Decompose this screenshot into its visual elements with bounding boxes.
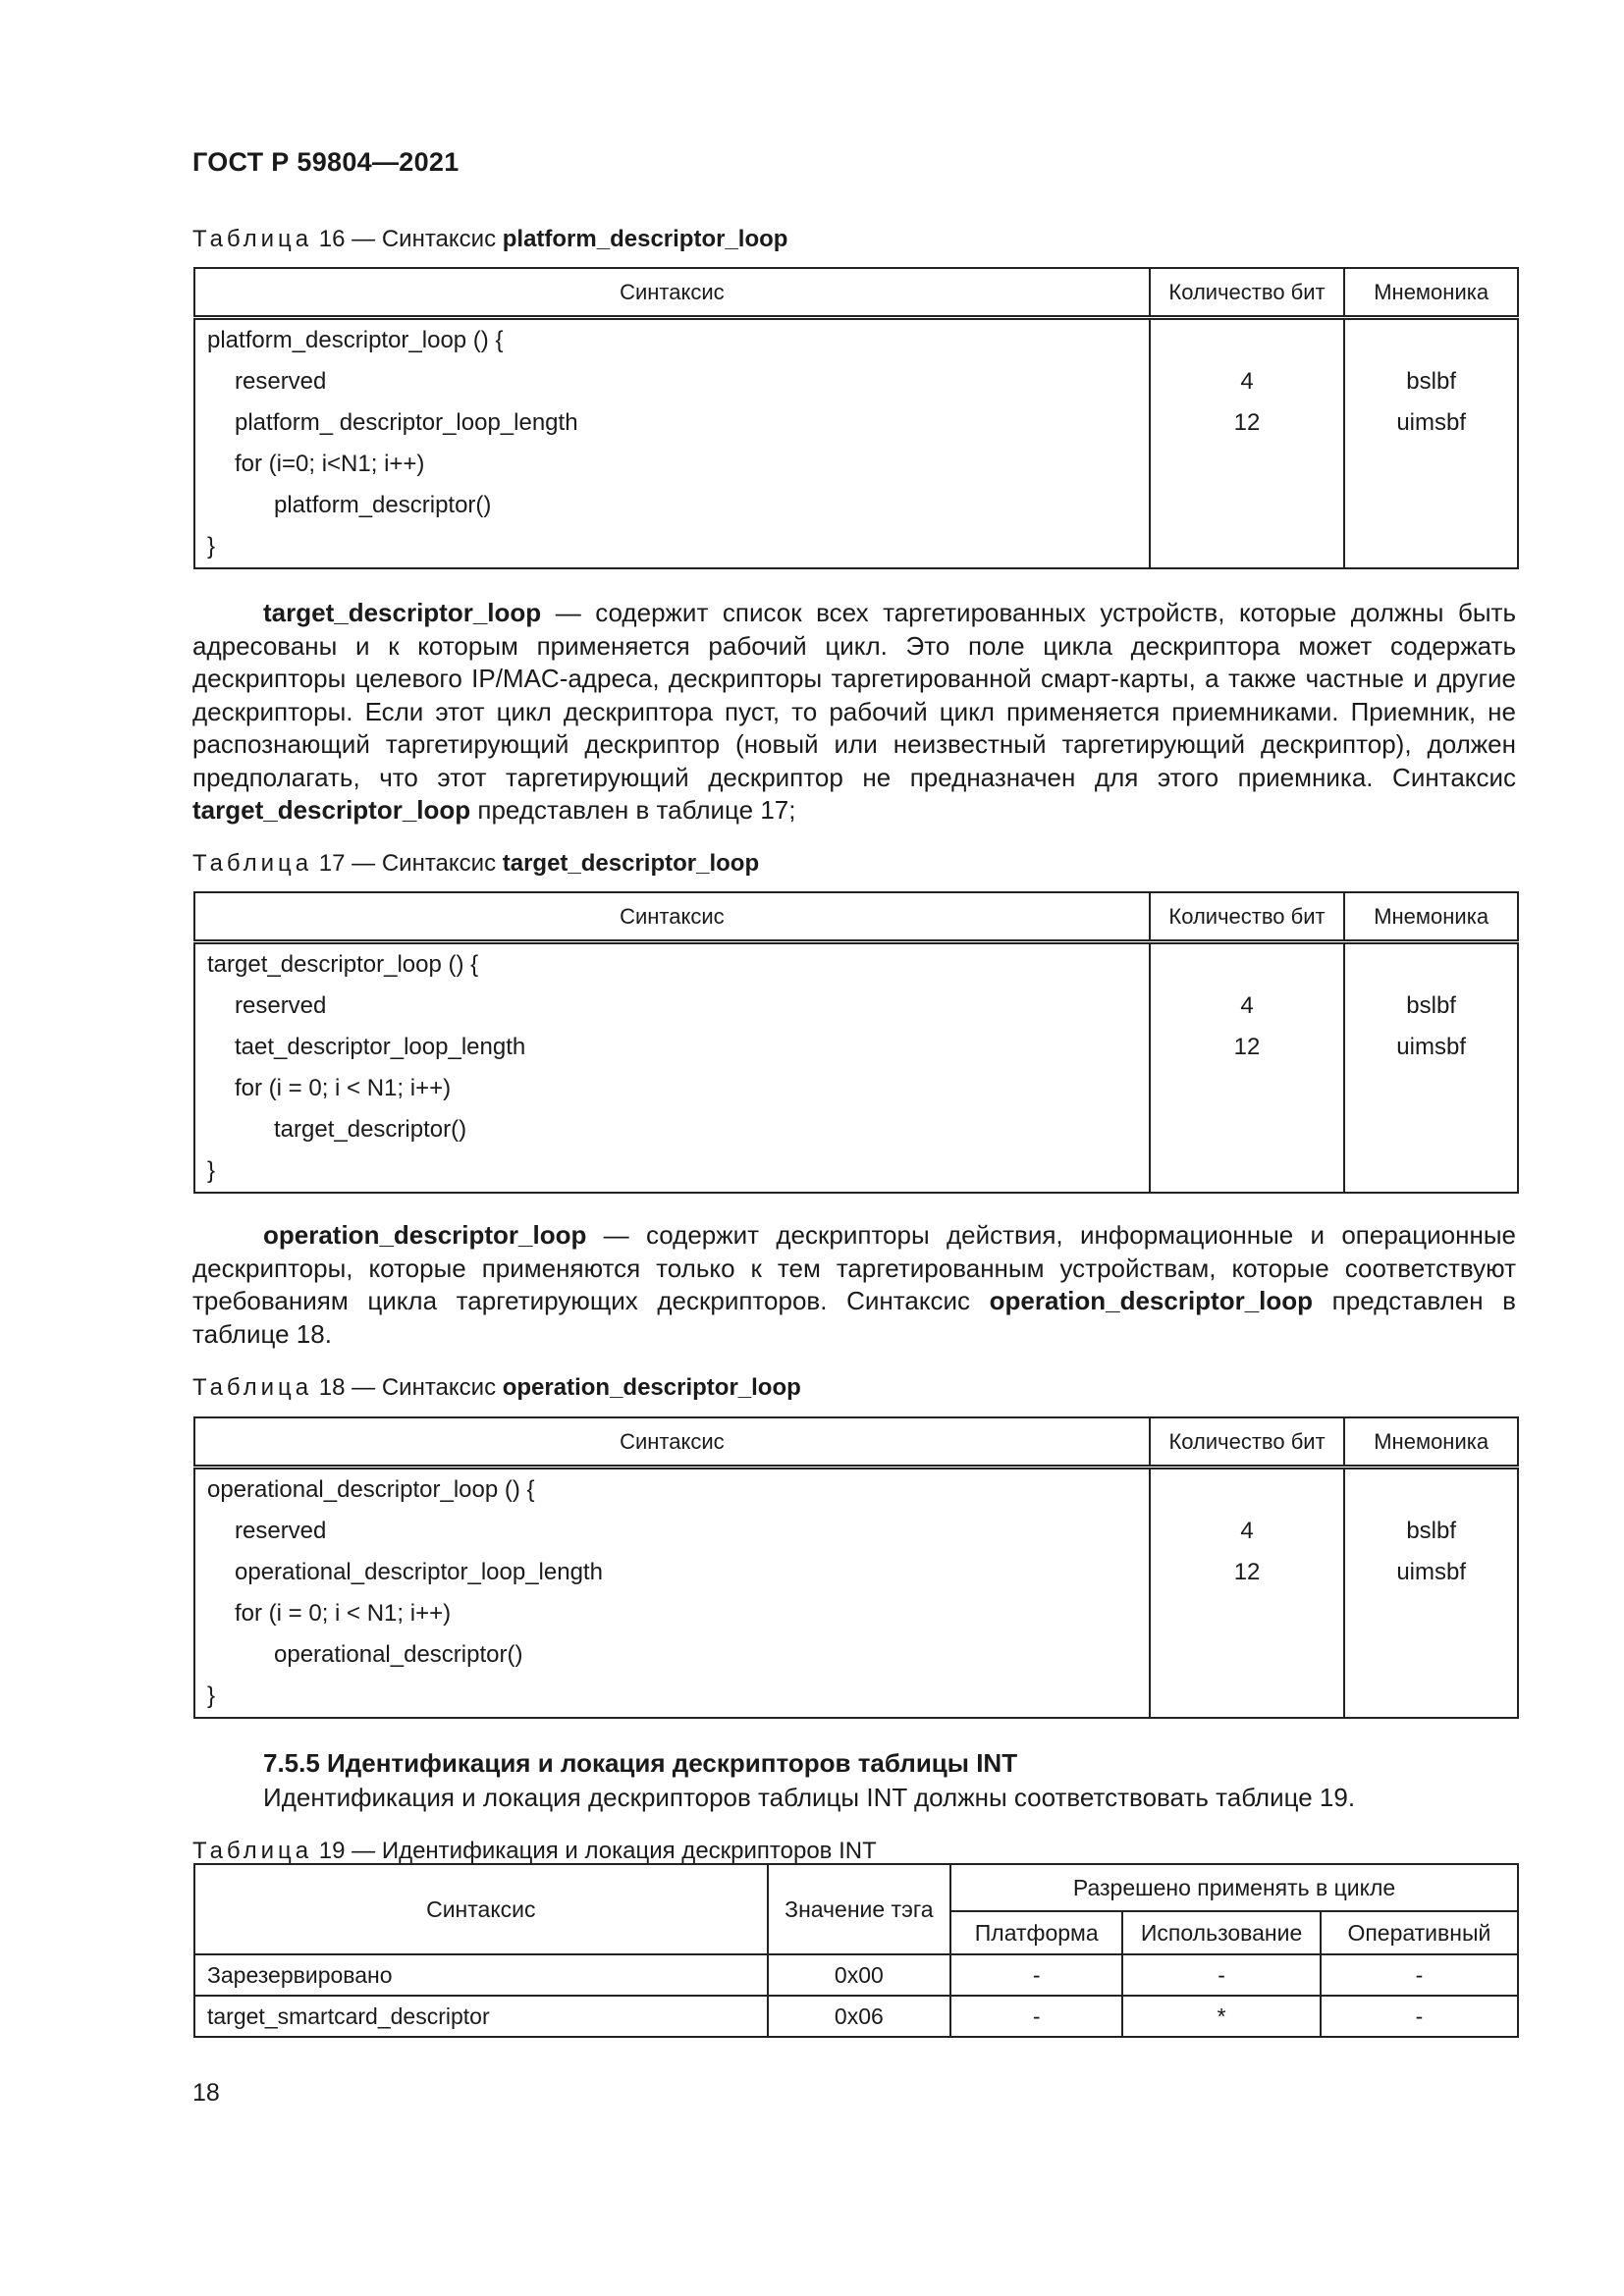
- section-heading: [263, 1747, 1017, 1780]
- mnemonic-value: [1345, 1109, 1517, 1150]
- bits-value: 12: [1233, 409, 1261, 436]
- syntax-value: target_smartcard_descriptor: [194, 1996, 768, 2037]
- bits-value: [1151, 944, 1344, 986]
- table-header-row: [194, 892, 1518, 942]
- mnemonic-value: [1345, 944, 1517, 986]
- table-header-row: [194, 1864, 1518, 1911]
- table-17-caption: [192, 850, 759, 878]
- col-syntax-header: Синтаксис: [194, 268, 1150, 318]
- mnemonic-value: bslbf: [1406, 368, 1456, 395]
- platform-value: -: [950, 1954, 1122, 1996]
- syntax-line: operational_descriptor_loop () {: [207, 1476, 535, 1503]
- table-19-caption: [192, 1838, 877, 1865]
- mnemonic-value: [1345, 1068, 1517, 1109]
- table-body-row: [194, 1468, 1518, 1719]
- syntax-line: reserved: [235, 368, 327, 395]
- caption-word: Таблица: [192, 226, 313, 252]
- caption-number: 19: [318, 1838, 346, 1864]
- document-header: ГОСТ Р 59804—2021: [192, 147, 460, 177]
- col-bits-header: Количество бит: [1150, 1417, 1345, 1468]
- bits-value: [1151, 526, 1344, 567]
- table-19: [193, 1863, 1519, 2038]
- col-mnemonic-header: Мнемоника: [1344, 1417, 1518, 1468]
- mnemonic-value: [1345, 1593, 1517, 1634]
- paragraph-target-descriptor-loop: [192, 597, 1516, 828]
- syntax-line: target_descriptor_loop () {: [207, 951, 479, 978]
- caption-term: target_descriptor_loop: [502, 850, 760, 877]
- mnemonic-value: [1345, 1676, 1517, 1717]
- tag-value: 0x00: [768, 1954, 950, 1996]
- page-number: 18: [192, 2079, 220, 2107]
- table-body-row: [194, 318, 1518, 569]
- mnemonic-value: uimsbf: [1396, 1559, 1466, 1585]
- col-bits-header: Количество бит: [1150, 892, 1345, 942]
- bits-value: 4: [1240, 368, 1254, 395]
- col-mnemonic-header: Мнемоника: [1344, 268, 1518, 318]
- term: target_descriptor_loop: [263, 598, 542, 627]
- caption-number: 17: [318, 850, 346, 877]
- caption-word: Таблица: [192, 1374, 313, 1401]
- mnemonic-value: [1345, 1150, 1517, 1192]
- caption-term: operation_descriptor_loop: [502, 1374, 801, 1401]
- syntax-line: reserved: [235, 992, 327, 1019]
- table-16-caption: [192, 226, 787, 253]
- col-tag-header: Значение тэга: [768, 1864, 950, 1954]
- table-row: [194, 1996, 1518, 2037]
- section-heading-text: 7.5.5 Идентификация и локация дескрипторов таблицы INT: [263, 1748, 1018, 1778]
- col-platform-header: Платформа: [950, 1911, 1122, 1954]
- bits-value: [1151, 444, 1344, 485]
- bits-value: 4: [1240, 992, 1254, 1019]
- table-header-row: [194, 268, 1518, 318]
- syntax-line: platform_descriptor_loop () {: [207, 327, 504, 353]
- caption-dash: — Синтаксис: [352, 1374, 497, 1401]
- bits-value: 12: [1233, 1559, 1261, 1585]
- operative-value: -: [1321, 1996, 1518, 2037]
- table-18-caption: [192, 1374, 801, 1402]
- col-bits-header: Количество бит: [1150, 268, 1345, 318]
- bits-cell: [1150, 1468, 1345, 1719]
- syntax-line: for (i = 0; i < N1; i++): [235, 1075, 452, 1101]
- bits-value: [1151, 1469, 1344, 1511]
- bits-value: [1151, 1593, 1344, 1634]
- mnemonic-value: uimsbf: [1396, 409, 1466, 436]
- caption-term: platform_descriptor_loop: [502, 226, 788, 252]
- syntax-line: taet_descriptor_loop_length: [235, 1034, 526, 1060]
- mnemonic-value: [1345, 320, 1517, 361]
- syntax-line: }: [207, 1157, 216, 1184]
- bits-value: [1151, 1634, 1344, 1676]
- paragraph-operation-descriptor-loop: [192, 1219, 1516, 1351]
- term: operation_descriptor_loop: [989, 1286, 1314, 1315]
- paragraph-tail: представлен в таблице 17;: [470, 795, 796, 825]
- col-syntax-header: Синтаксис: [194, 1864, 768, 1954]
- syntax-line: reserved: [235, 1518, 327, 1544]
- bits-value: 12: [1233, 1034, 1261, 1060]
- col-allowed-header: Разрешено применять в цикле: [950, 1864, 1518, 1911]
- caption-number: 18: [318, 1374, 346, 1401]
- syntax-line: for (i = 0; i < N1; i++): [235, 1600, 452, 1627]
- caption-dash: — Синтаксис: [352, 850, 497, 877]
- paragraph-text: — содержит дескрипторы действия, информационные и операционные дескрипторы, которые применяются только к тем таргетированным устройствам, которые соответствуют требованиям цикла таргетирующих дескрипторов. Синтаксис: [192, 1220, 1516, 1315]
- term: operation_descriptor_loop: [263, 1220, 587, 1250]
- bits-value: [1151, 1068, 1344, 1109]
- caption-number: 16: [318, 226, 346, 252]
- col-mnemonic-header: Мнемоника: [1344, 892, 1518, 942]
- syntax-line: }: [207, 533, 216, 560]
- bits-value: [1151, 320, 1344, 361]
- table-body-row: [194, 942, 1518, 1194]
- table-17: [193, 891, 1519, 1194]
- caption-dash: — Синтаксис: [352, 226, 497, 252]
- table-16: [193, 267, 1519, 569]
- mnemonic-value: [1345, 1469, 1517, 1511]
- paragraph-tail: представлен в таблице 18.: [192, 1286, 1516, 1349]
- mnemonic-cell: [1344, 1468, 1518, 1719]
- bits-value: [1151, 485, 1344, 526]
- table-header-row: [194, 1417, 1518, 1468]
- table-18: [193, 1416, 1519, 1719]
- syntax-line: }: [207, 1682, 216, 1709]
- paragraph-text: — содержит список всех таргетированных устройств, которые должны быть адресованы и к которым применяется рабочий цикл. Это поле цикла дескриптора может содержать дескрипторы целевого IP/MAC-адреса, дескрипторы таргетированной смарт-карты, а также частные и другие дескрипторы. Если этот цикл дескриптора пуст, то рабочий цикл применяется приемниками. Приемник, не распознающий таргетирующий дескриптор (новый или неизвестный таргетирующий дескриптор), должен предполагать, что этот таргетирующий дескриптор не предназначен для этого приемника. Синтаксис: [192, 598, 1516, 792]
- mnemonic-value: [1345, 485, 1517, 526]
- mnemonic-value: bslbf: [1406, 992, 1456, 1019]
- mnemonic-cell: [1344, 942, 1518, 1194]
- mnemonic-value: [1345, 1634, 1517, 1676]
- mnemonic-value: [1345, 526, 1517, 567]
- bits-value: [1151, 1676, 1344, 1717]
- tag-value: 0x06: [768, 1996, 950, 2037]
- caption-word: Таблица: [192, 850, 313, 877]
- term: target_descriptor_loop: [192, 795, 471, 825]
- syntax-line: for (i=0; i<N1; i++): [235, 451, 425, 477]
- usage-value: *: [1122, 1996, 1320, 2037]
- col-syntax-header: Синтаксис: [194, 892, 1150, 942]
- col-syntax-header: Синтаксис: [194, 1417, 1150, 1468]
- syntax-line: target_descriptor(): [274, 1116, 467, 1143]
- syntax-value: Зарезервировано: [194, 1954, 768, 1996]
- syntax-cell: [194, 318, 1150, 569]
- syntax-cell: [194, 1468, 1150, 1719]
- usage-value: -: [1122, 1954, 1320, 1996]
- operative-value: -: [1321, 1954, 1518, 1996]
- table-row: [194, 1954, 1518, 1996]
- bits-value: 4: [1240, 1518, 1254, 1544]
- syntax-line: platform_ descriptor_loop_length: [235, 409, 578, 436]
- mnemonic-value: bslbf: [1406, 1518, 1457, 1544]
- mnemonic-value: [1345, 444, 1517, 485]
- col-operative-header: Оперативный: [1321, 1911, 1518, 1954]
- caption-rest: — Идентификация и локация дескрипторов INT: [352, 1838, 877, 1864]
- mnemonic-value: uimsbf: [1396, 1034, 1466, 1060]
- bits-value: [1151, 1150, 1344, 1192]
- bits-cell: [1150, 942, 1345, 1194]
- bits-cell: [1150, 318, 1345, 569]
- section-text: Идентификация и локация дескрипторов таблицы INT должны соответствовать таблице 19.: [263, 1783, 1356, 1812]
- syntax-line: operational_descriptor(): [274, 1641, 523, 1668]
- syntax-line: platform_descriptor(): [274, 492, 492, 518]
- mnemonic-cell: [1344, 318, 1518, 569]
- platform-value: -: [950, 1996, 1122, 2037]
- syntax-cell: [194, 942, 1150, 1194]
- syntax-line: operational_descriptor_loop_length: [235, 1559, 603, 1585]
- col-usage-header: Использование: [1122, 1911, 1320, 1954]
- bits-value: [1151, 1109, 1344, 1150]
- caption-word: Таблица: [192, 1838, 313, 1864]
